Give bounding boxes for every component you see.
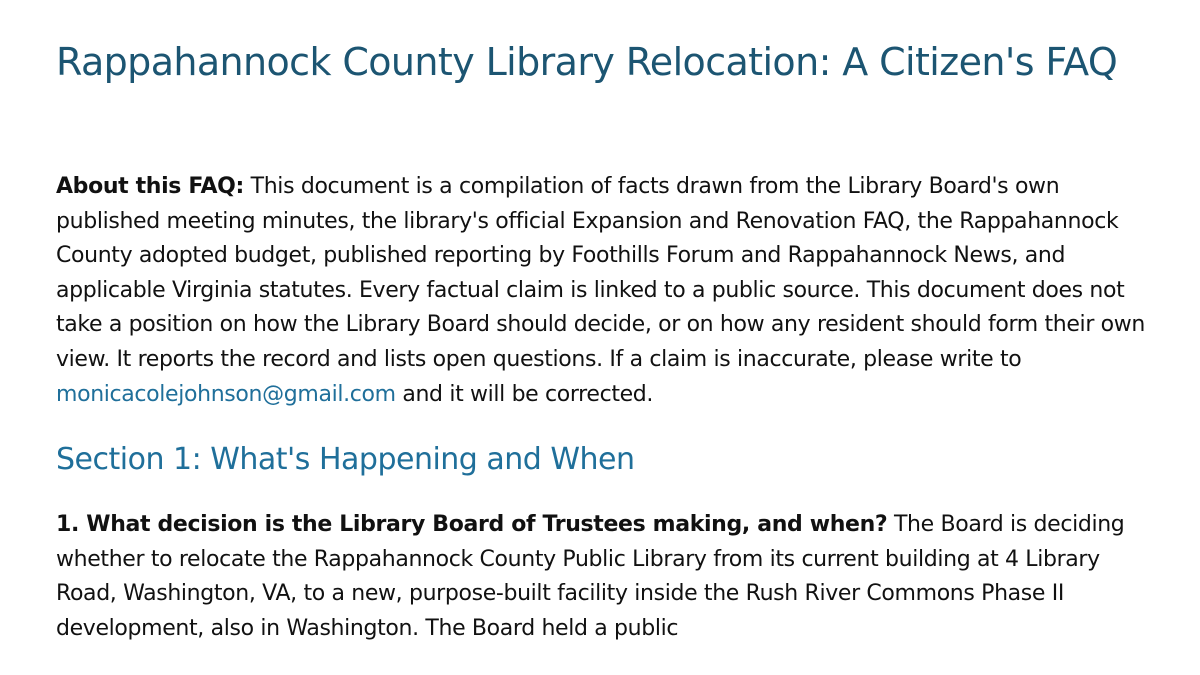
faq-item-1	[56, 508, 1160, 646]
about-text-end: and it will be corrected.	[395, 381, 654, 407]
faq-question-1: 1. What decision is the Library Board of Trustees making, and when?	[56, 512, 888, 538]
about-paragraph	[56, 170, 1160, 412]
contact-email-link[interactable]: monicacolejohnson@gmail.com	[56, 381, 396, 407]
about-text: This document is a compilation of facts drawn from the Library Board's own published meeting minutes, the library's official Expansion and Renovation FAQ, the Rappahannock County adopted budget, published reporting by Foothills Forum and Rappahannock News, and applicable Virginia statutes. Every factual claim is linked to a public source. This document does not take a position on how the Library Board should decide, or on how any resident should form their own view. It reports the record and lists open questions. If a claim is inaccurate, please write to	[56, 174, 1145, 372]
faq-answer-1: The Board is deciding whether to relocate the Rappahannock County Public Library from its current building at 4 Library Road, Washington, VA, to a new, purpose-built facility inside the Rush River Commons Phase II development, also in Washington. The Board held a public	[56, 512, 1125, 641]
about-label: About this FAQ:	[56, 174, 244, 199]
section-1-heading: Section 1: What's Happening and When	[56, 442, 635, 478]
document-title: Rappahannock County Library Relocation: A Citizen's FAQ	[56, 40, 1118, 84]
